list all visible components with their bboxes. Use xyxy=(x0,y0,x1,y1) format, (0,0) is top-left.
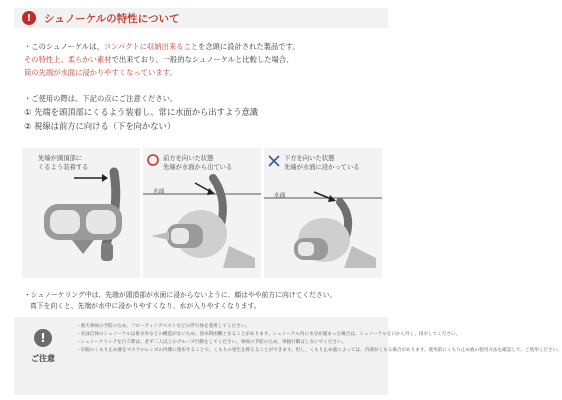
panel-caption-text: 下方を向いた状態 先端が水面に浸かっている xyxy=(284,155,360,171)
caution-item: ・水泳自体のシュノーケルは排水弁などの構造がないため、滑水時困難となることがあります。シュノーケル内に水分が溜まった場合は、シュノーケルを口から外し、排水してください。 xyxy=(76,332,461,337)
panel-correct xyxy=(143,148,261,278)
usage-item: ② 視線は前方に向ける（下を向かない） xyxy=(24,121,176,131)
caution-item: ・重大事故の予防のため、フローティングベストなどの浮力体を着用してください。 xyxy=(76,324,250,329)
intro-highlight: その特性上、柔らかい素材 xyxy=(24,55,112,64)
mask-lens-left xyxy=(50,210,80,234)
mask-lens-right xyxy=(86,210,116,234)
usage-heading: ・ご使用の際は、下記の点にご注意ください。 xyxy=(24,94,178,103)
mask-lens xyxy=(171,228,189,244)
caution-box xyxy=(14,317,562,395)
caution-list xyxy=(76,323,562,355)
water-label: 水面 xyxy=(153,189,165,195)
panel-incorrect xyxy=(264,148,382,278)
illustration-row xyxy=(22,148,382,278)
intro-text: を念頭に設計された製品です。 xyxy=(198,42,300,51)
panel-caption-text: 先端が頭頂部に くるよう装着する xyxy=(38,155,89,171)
intro-highlight: 筒の先端が水面に浸かりやすくなっています。 xyxy=(24,68,177,77)
intro-paragraph xyxy=(24,40,384,79)
mouthpiece xyxy=(101,243,113,261)
caution-item: ・シュノーケリングを行う際は、必ず二人以上のグループ行動をしてください。事故の予防のため、単独行動はしないでください。 xyxy=(76,340,347,345)
usage-item: ① 先端を頭頂部にくるよう装着し、常に水面から出すよう意識 xyxy=(24,107,259,117)
note-line: 真下を向くと、先端が水中に浸かりやすくなり、水が入りやすくなります。 xyxy=(30,301,261,310)
usage-note xyxy=(24,290,384,311)
mask-lens xyxy=(298,242,314,256)
intro-text: で出来ており、一般的なシュノーケルと比較した場合、 xyxy=(111,55,294,64)
usage-list xyxy=(24,105,258,133)
exclamation-icon: ! xyxy=(34,329,52,347)
caution-item: ・市販のくもり止め液をマスクのレンズの内側に塗布することで、くもりの発生を抑えることができます。但し、くもり止め液によっては、内部がくもる場合があります。使用前にくもり止め液の使用方法を確認して、ご使用ください。 xyxy=(76,348,562,353)
panel-mask-front xyxy=(22,148,140,278)
caution-label-block xyxy=(24,329,62,364)
water-label: 水面 xyxy=(274,193,286,199)
intro-highlight: コンパクトに収納出来ること xyxy=(103,42,199,51)
caution-label: ご注意 xyxy=(31,354,55,363)
panel-caption-text: 前方を向いた状態 先端が水面から出ている xyxy=(163,155,233,171)
note-line: ・シュノーケリング中は、先端が頭頂部が水面に浸からないように、顔はやや前方に向けてください。 xyxy=(24,291,337,299)
section-header xyxy=(14,8,388,28)
exclamation-icon: ! xyxy=(22,11,36,25)
intro-text: ・このシュノーケルは、 xyxy=(24,42,104,51)
section-title: シュノーケルの特性について xyxy=(44,12,180,25)
